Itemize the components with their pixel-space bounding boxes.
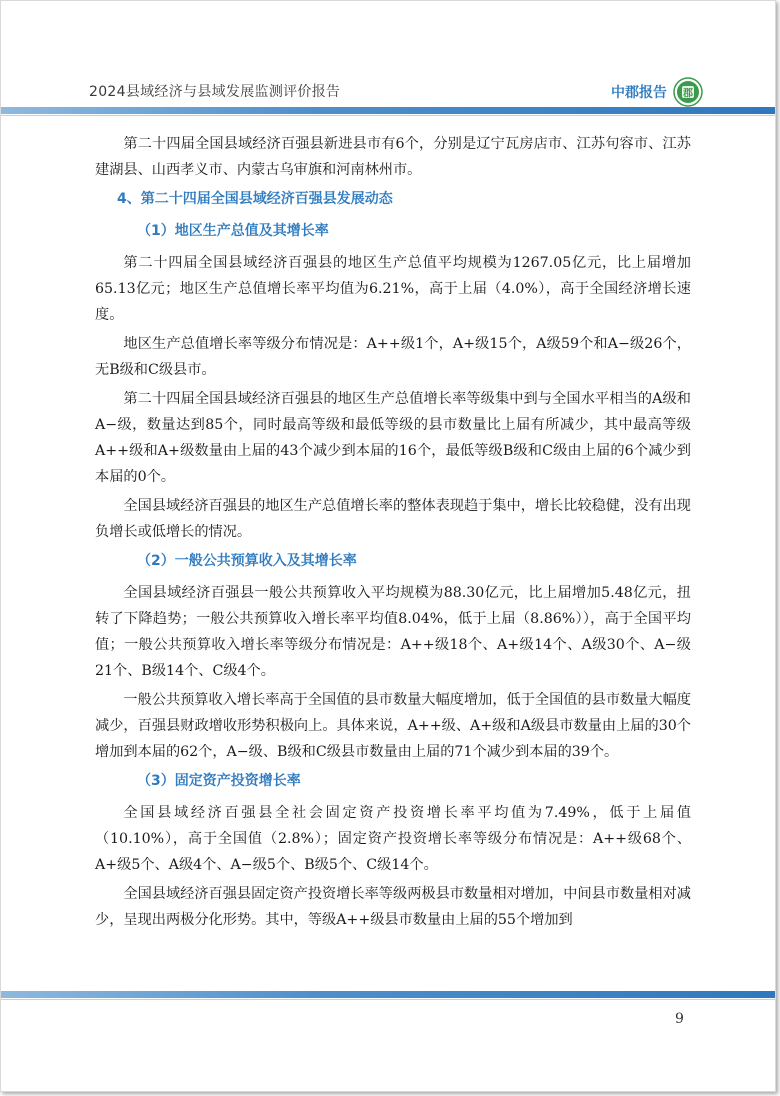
paragraph-gdp-summary: 全国县域经济百强县的地区生产总值增长率的整体表现趋于集中，增长比较稳健，没有出现负增长或低增长的情况。 [95, 498, 691, 540]
paragraph-gdp-scale: 第二十四届全国县域经济百强县的地区生产总值平均规模为1267.05亿元，比上届增加65.13亿元；地区生产总值增长率平均值为6.21%，高于上届（4.0%），高于全国经济增长速度。 [95, 255, 691, 323]
header-rule-thin [1, 115, 775, 116]
brand-text: 中郡报告 [611, 85, 667, 101]
page-number: 9 [675, 1011, 684, 1027]
footer-rule-thin [1, 999, 775, 1000]
paragraph-investment-scale: 全国县域经济百强县全社会固定资产投资增长率平均值为7.49%，低于上届值（10.10%），高于全国值（2.8%）；固定资产投资增长率等级分布情况是：A++级68个、A+级5个、A级4个、A−级5个、B级5个、C级14个。 [95, 805, 691, 873]
brand-logo-icon [673, 77, 703, 107]
paragraph-gdp-grade-distribution: 地区生产总值增长率等级分布情况是：A++级1个，A+级15个，A级59个和A−级26个，无B级和C级县市。 [95, 336, 691, 378]
footer-rule [1, 991, 775, 998]
paragraph-budget-scale: 全国县域经济百强县一般公共预算收入平均规模为88.30亿元，比上届增加5.48亿元，扭转了下降趋势；一般公共预算收入增长率平均值8.04%，低于上届（8.86%）），高于全国平均值；一般公共预算收入增长率等级分布情况是：A++级18个、A+级14个、A级30个、A−级21个、B级14个、C级4个。 [95, 585, 691, 679]
running-header-title: 2024县域经济与县域发展监测评价报告 [89, 84, 341, 100]
brand-logo-glyph: 郡 [683, 88, 693, 100]
paragraph-budget-analysis: 一般公共预算收入增长率高于全国值的县市数量大幅度增加，低于全国值的县市数量大幅度减少，百强县财政增收形势积极向上。具体来说，A++级、A+级和A级县市数量由上届的30个增加到本届的62个，A−级、B级和C级县市数量由上届的71个减少到本届的39个。 [95, 692, 691, 760]
paragraph-investment-analysis: 全国县域经济百强县固定资产投资增长率等级两极县市数量相对增加，中间县市数量相对减少，呈现出两极分化形势。其中，等级A++级县市数量由上届的55个增加到 [95, 886, 691, 928]
subsection-heading-investment: （3）固定资产投资增长率 [137, 773, 301, 789]
section-heading: 4、第二十四届全国县域经济百强县发展动态 [117, 191, 393, 207]
subsection-heading-gdp: （1）地区生产总值及其增长率 [137, 223, 329, 239]
main-content [95, 131, 691, 936]
subsection-heading-budget: （2）一般公共预算收入及其增长率 [137, 553, 357, 569]
brand [611, 77, 703, 107]
paragraph-gdp-grade-analysis: 第二十四届全国县域经济百强县的地区生产总值增长率等级集中到与全国水平相当的A级和A−级，数量达到85个，同时最高等级和最低等级的县市数量比上届有所减少，其中最高等级A++级和A+级数量由上届的43个减少到本届的16个，最低等级B级和C级由上届的6个减少到本届的0个。 [95, 391, 691, 485]
header-rule [1, 107, 775, 114]
paragraph-new-counties: 第二十四届全国县域经济百强县新进县市有6个，分别是辽宁瓦房店市、江苏句容市、江苏建湖县、山西孝义市、内蒙古乌审旗和河南林州市。 [95, 136, 691, 178]
